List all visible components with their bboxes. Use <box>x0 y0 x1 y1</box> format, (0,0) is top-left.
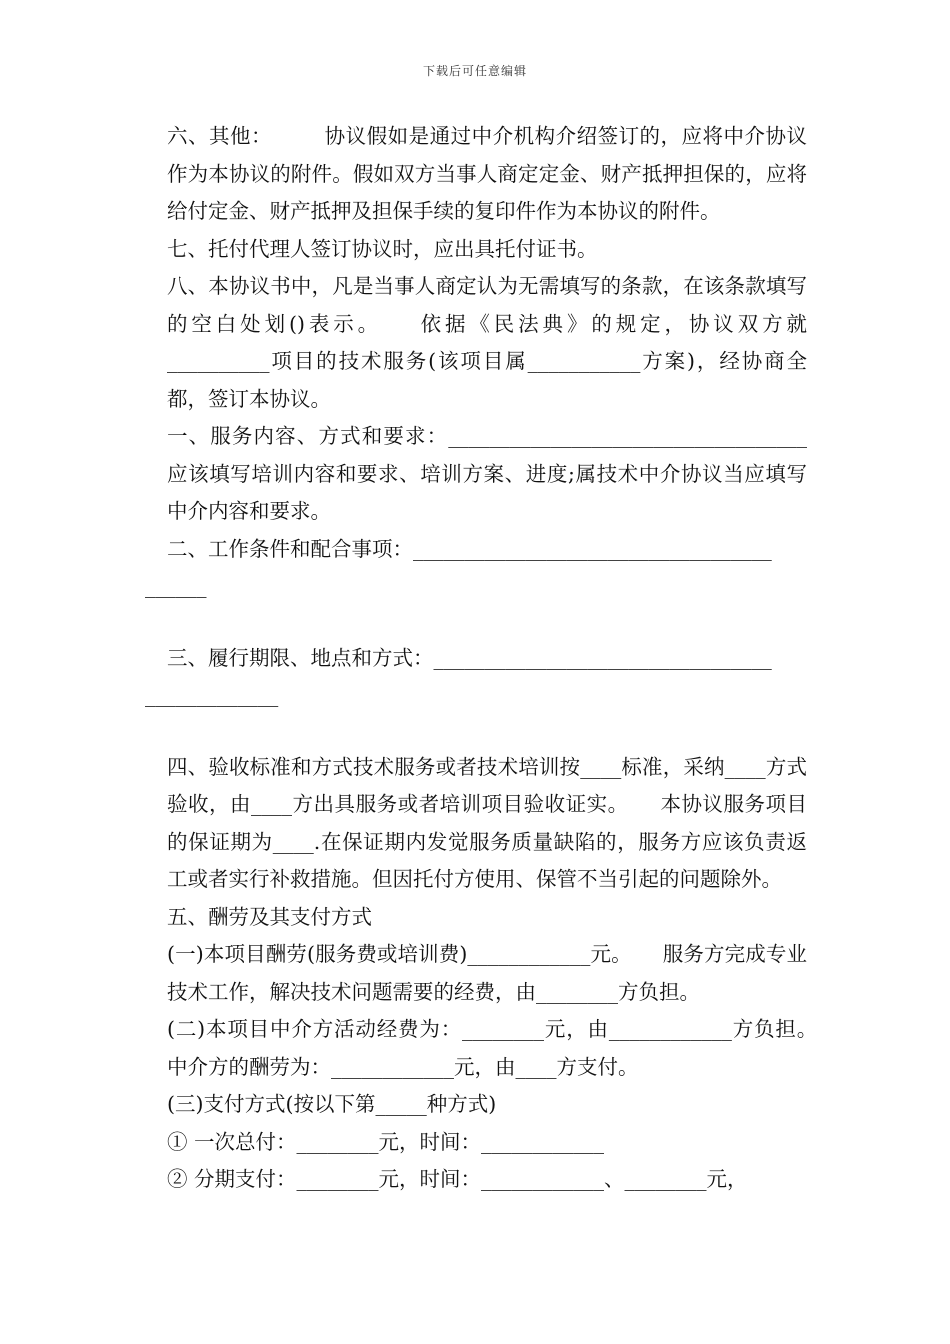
paragraph-work-conditions-blank: ______ <box>145 574 207 598</box>
paragraph-payment-method: (三)支付方式(按以下第_____种方式) <box>167 1092 497 1116</box>
paragraph-term-place-blank: _____________ <box>145 683 279 707</box>
paragraph-remuneration-title: 五、酬劳及其支付方式 <box>167 904 372 929</box>
paragraph-blank-clauses: 八、本协议书中，凡是当事人商定认为无需填写的条款，在该条款填写的空白处划()表示。 依据《民法典》的规定，协议双方就__________项目的技术服务(该项目属___________方案)，经协商全都，签订本协议。 <box>167 274 807 411</box>
document-body <box>145 118 848 1199</box>
paragraph-acceptance: 四、验收标准和方式技术服务或者技术培训按____标准，采纳____方式验收，由____方出具服务或者培训项目验收证实。 本协议服务项目的保证期为____.在保证期内发觉服务质量缺陷的，服务方应该负责返工或者实行补救措施。但因托付方使用、保管不当引起的问题除外。 <box>167 754 807 891</box>
paragraph-remuneration-1: (一)本项目酬劳(服务费或培训费)____________元。 服务方完成专业技术工作，解决技术问题需要的经费，由________方负担。 <box>167 942 807 1004</box>
paragraph-term-place: 三、履行期限、地点和方式：_________________________________ <box>167 645 772 670</box>
paragraph-service-content: 一、服务内容、方式和要求：___________________________________应该填写培训内容和要求、培训方案、进度;属技术中介协议当应填写中介内容和要求。 <box>167 424 807 523</box>
paragraph-installments: ② 分期支付：________元，时间：____________、________元， <box>167 1167 748 1191</box>
paragraph-work-conditions: 二、工作条件和配合事项：___________________________________ <box>167 536 772 561</box>
paragraph-other: 六、其他： 协议假如是通过中介机构介绍签订的，应将中介协议作为本协议的附件。假如双方当事人商定定金、财产抵押担保的，应将给付定金、财产抵押及担保手续的复印件作为本协议的附件。 <box>167 124 807 223</box>
paragraph-remuneration-2: (二)本项目中介方活动经费为：________元，由____________方负担。 中介方的酬劳为：____________元，由____方支付。 <box>167 1017 848 1079</box>
page-header: 下载后可任意编辑 <box>422 64 527 78</box>
paragraph-agent: 七、托付代理人签订协议时，应出具托付证书。 <box>167 236 598 261</box>
paragraph-lump-sum: ① 一次总付：________元，时间：____________ <box>167 1129 605 1154</box>
